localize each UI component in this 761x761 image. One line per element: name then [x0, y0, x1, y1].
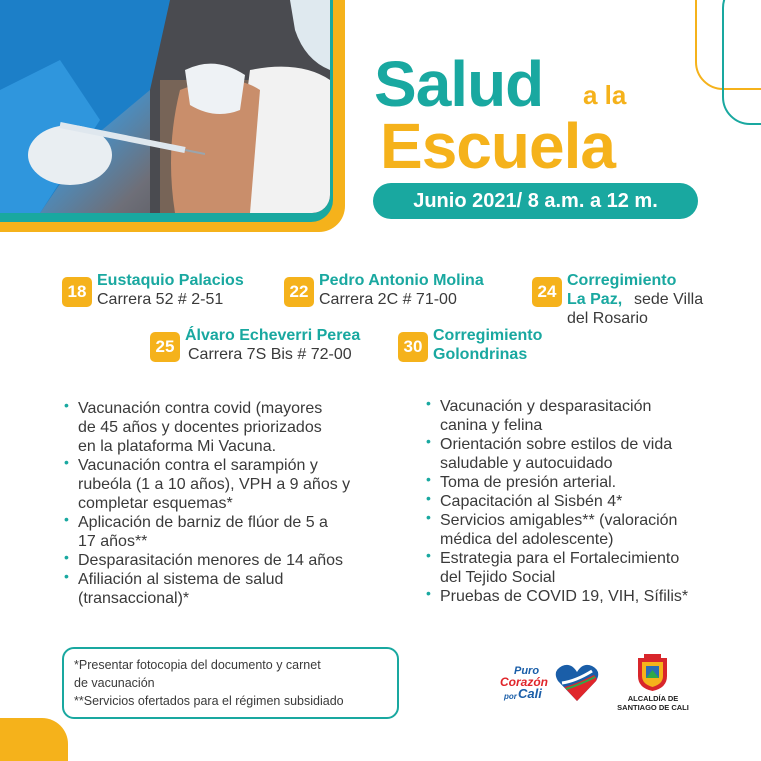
- list-item-text: • Servicios amigables** (valoración: [440, 512, 678, 529]
- alcaldia-line1: ALCALDÍA DE: [627, 694, 679, 703]
- list-item-text: completar esquemas*: [78, 495, 233, 512]
- list-item: [424, 511, 724, 549]
- school-number: 18: [62, 277, 92, 307]
- list-item: [424, 549, 724, 587]
- list-item: [424, 435, 724, 473]
- list-item-text: médica del adolescente): [440, 531, 614, 548]
- list-item-text: en la plataforma Mi Vacuna.: [78, 438, 277, 455]
- alcaldia-line2: SANTIAGO DE CALI: [617, 703, 689, 712]
- list-item-text: de 45 años y docentes priorizados: [78, 419, 322, 436]
- list-item-text: 17 años**: [78, 533, 148, 550]
- school-name-line2: Golondrinas: [433, 346, 528, 363]
- list-item-text: • Pruebas de COVID 19, VIH, Sífilis*: [440, 588, 689, 605]
- school-address-line2: del Rosario: [567, 310, 648, 327]
- school-name-line1: Corregimiento: [567, 272, 677, 289]
- title-connector: a la: [583, 80, 627, 110]
- list-item: [62, 456, 382, 513]
- title-salud: Salud: [374, 48, 544, 120]
- list-item: [424, 397, 724, 435]
- school-number: 24: [532, 277, 562, 307]
- list-item-text: • Aplicación de barniz de flúor de 5 a: [78, 514, 328, 531]
- school-name: Álvaro Echeverri Perea: [185, 327, 361, 344]
- date-badge: Junio 2021/ 8 a.m. a 12 m.: [373, 183, 698, 219]
- services-list-left: [62, 399, 382, 608]
- list-item-text: canina y felina: [440, 417, 543, 434]
- list-item-text: saludable y autocuidado: [440, 455, 613, 472]
- list-item-text: • Toma de presión arterial.: [440, 474, 617, 491]
- list-item-text: • Estrategia para el Fortalecimiento: [440, 550, 680, 567]
- vaccination-photo: [0, 0, 330, 213]
- list-item: [62, 399, 382, 456]
- logo-text-por: por: [504, 692, 517, 701]
- alcaldia-logo: [612, 654, 694, 716]
- school-number: 30: [398, 332, 428, 362]
- logo-text-corazon: Corazón: [500, 675, 548, 689]
- school-address: Carrera 2C # 71-00: [319, 291, 457, 308]
- school-name-line1: Corregimiento: [433, 327, 543, 344]
- list-item-text: (transaccional)*: [78, 590, 190, 607]
- puro-corazon-logo: [500, 663, 600, 703]
- school-address-line1: sede Villa: [634, 291, 704, 308]
- corner-decoration-teal: [722, 0, 761, 125]
- note-line: **Servicios ofertados para el régimen subsidiado: [74, 694, 344, 708]
- list-item-text: rubeóla (1 a 10 años), VPH a 9 años y: [78, 476, 351, 493]
- list-item-text: • Vacunación y desparasitación: [440, 398, 652, 415]
- services-list-right: [424, 397, 724, 606]
- school-name: Pedro Antonio Molina: [319, 272, 484, 289]
- list-item-text: • Vacunación contra covid (mayores: [78, 400, 323, 417]
- alcaldia-text: [612, 694, 694, 712]
- school-number: 25: [150, 332, 180, 362]
- list-item-text: • Orientación sobre estilos de vida: [440, 436, 673, 453]
- logo-text-cali: Cali: [518, 686, 542, 701]
- list-item: [424, 587, 724, 606]
- list-item: [62, 570, 382, 608]
- list-item-text: • Capacitación al Sisbén 4*: [440, 493, 623, 510]
- school-name-line2: La Paz,: [567, 291, 623, 308]
- notes-box: [62, 647, 399, 719]
- list-item: [62, 513, 382, 551]
- school-address: Carrera 52 # 2-51: [97, 291, 224, 308]
- school-number: 22: [284, 277, 314, 307]
- list-item-text: • Afiliación al sistema de salud: [78, 571, 284, 588]
- logo-text-puro: Puro: [514, 665, 540, 677]
- heart-logo-icon: [554, 663, 600, 703]
- title-escuela: Escuela: [380, 110, 615, 182]
- list-item: [424, 473, 724, 492]
- city-shield-icon: [636, 654, 669, 692]
- list-item-text: del Tejido Social: [440, 569, 556, 586]
- bottom-corner-decoration: [0, 718, 68, 761]
- list-item: [62, 551, 382, 570]
- note-line: de vacunación: [74, 676, 155, 690]
- note-line: *Presentar fotocopia del documento y carnet: [74, 658, 321, 672]
- school-address: Carrera 7S Bis # 72-00: [188, 346, 352, 363]
- list-item-text: • Vacunación contra el sarampión y: [78, 457, 318, 474]
- school-name: Eustaquio Palacios: [97, 272, 244, 289]
- list-item-text: • Desparasitación menores de 14 años: [78, 552, 344, 569]
- list-item: [424, 492, 724, 511]
